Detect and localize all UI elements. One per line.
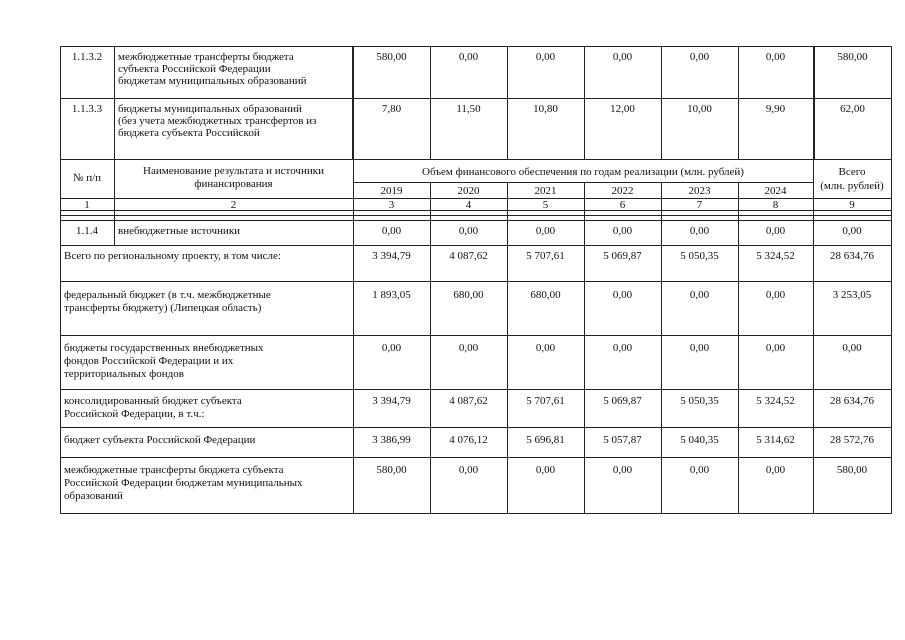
header-total-line: (млн. рублей) <box>820 180 884 192</box>
total-cell: 3 253,05 <box>832 289 872 301</box>
header-number: № п/п <box>72 172 102 184</box>
column-number: 2 <box>230 199 237 211</box>
value-cell: 5 314,62 <box>756 434 795 446</box>
value-cell: 10,80 <box>533 103 558 115</box>
header-volume: Объем финансового обеспечения по годам реализации (млн. рублей) <box>422 166 744 178</box>
total-row-name-line: Всего по региональному проекту, в том числе: <box>64 250 281 262</box>
value-cell: 3 394,79 <box>372 395 411 407</box>
total-row-name-line: трансферты бюджету) (Липецкая область) <box>64 302 262 314</box>
row-name-line: бюджеты муниципальных образований <box>118 103 302 115</box>
column-number: 5 <box>542 199 549 211</box>
value-cell: 0,00 <box>689 51 710 63</box>
value-cell: 0,00 <box>612 51 633 63</box>
value-cell: 4 087,62 <box>449 250 488 262</box>
header-year: 2020 <box>457 185 480 197</box>
value-cell: 3 386,99 <box>372 434 411 446</box>
value-cell: 0,00 <box>535 225 556 237</box>
column-number: 6 <box>619 199 626 211</box>
row-name-line: внебюджетные источники <box>118 225 241 237</box>
value-cell: 0,00 <box>765 342 786 354</box>
row-number: 1.1.4 <box>76 225 98 237</box>
value-cell: 7,80 <box>381 103 402 115</box>
total-cell: 0,00 <box>842 342 862 354</box>
value-cell: 680,00 <box>453 289 484 301</box>
value-cell: 5 040,35 <box>680 434 719 446</box>
total-row-name-line: образований <box>64 490 123 502</box>
value-cell: 0,00 <box>535 51 556 63</box>
value-cell: 5 069,87 <box>603 250 642 262</box>
value-cell: 4 076,12 <box>449 434 488 446</box>
header-name-line: Наименование результата и источники <box>143 165 324 177</box>
total-row-name-line: Российской Федерации, в т.ч.: <box>64 408 205 420</box>
value-cell: 0,00 <box>612 464 633 476</box>
total-cell: 62,00 <box>840 103 865 115</box>
value-cell: 0,00 <box>765 225 786 237</box>
value-cell: 5 324,52 <box>756 250 795 262</box>
value-cell: 5 324,52 <box>756 395 795 407</box>
value-cell: 5 057,87 <box>603 434 642 446</box>
value-cell: 0,00 <box>458 51 479 63</box>
value-cell: 1 893,05 <box>372 289 411 301</box>
value-cell: 11,50 <box>456 103 481 115</box>
value-cell: 0,00 <box>689 464 710 476</box>
column-number: 8 <box>772 199 779 211</box>
row-number: 1.1.3.2 <box>71 51 103 63</box>
total-row-name-line: бюджеты государственных внебюджетных <box>64 342 264 354</box>
header-year: 2019 <box>380 185 403 197</box>
value-cell: 0,00 <box>689 289 710 301</box>
value-cell: 580,00 <box>376 464 407 476</box>
header-year: 2023 <box>688 185 711 197</box>
value-cell: 580,00 <box>376 51 407 63</box>
header-name-line: финансирования <box>194 178 273 190</box>
total-row-name-line: фондов Российской Федерации и их <box>64 355 234 367</box>
total-row-name-line: консолидированный бюджет субъекта <box>64 395 242 407</box>
total-row-name-line: территориальных фондов <box>64 368 184 380</box>
value-cell: 5 069,87 <box>603 395 642 407</box>
value-cell: 5 050,35 <box>680 395 719 407</box>
value-cell: 0,00 <box>765 289 786 301</box>
column-number: 9 <box>849 199 855 211</box>
value-cell: 0,00 <box>458 464 479 476</box>
total-cell: 580,00 <box>836 464 868 476</box>
value-cell: 0,00 <box>535 464 556 476</box>
header-total-line: Всего <box>838 166 866 178</box>
value-cell: 9,90 <box>765 103 786 115</box>
value-cell: 0,00 <box>535 342 556 354</box>
column-number: 4 <box>465 199 472 211</box>
header-year: 2021 <box>534 185 557 197</box>
value-cell: 0,00 <box>381 225 402 237</box>
value-cell: 5 696,81 <box>526 434 565 446</box>
total-row-name-line: Российской Федерации бюджетам муниципальных <box>64 477 303 489</box>
value-cell: 5 707,61 <box>526 395 565 407</box>
header-year: 2024 <box>764 185 787 197</box>
value-cell: 3 394,79 <box>372 250 411 262</box>
column-number: 3 <box>388 199 395 211</box>
value-cell: 0,00 <box>612 289 633 301</box>
value-cell: 0,00 <box>612 342 633 354</box>
total-row-name-line: федеральный бюджет (в т.ч. межбюджетные <box>64 289 271 301</box>
value-cell: 0,00 <box>765 464 786 476</box>
column-number: 1 <box>84 199 90 211</box>
row-name-line: субъекта Российской Федерации <box>118 63 271 75</box>
column-number: 7 <box>696 199 703 211</box>
total-cell: 28 572,76 <box>830 434 874 446</box>
value-cell: 0,00 <box>612 225 633 237</box>
value-cell: 0,00 <box>381 342 402 354</box>
total-cell: 28 634,76 <box>830 250 874 262</box>
value-cell: 0,00 <box>458 225 479 237</box>
value-cell: 0,00 <box>689 342 710 354</box>
value-cell: 12,00 <box>610 103 635 115</box>
row-name-line: бюджета субъекта Российской <box>118 127 260 139</box>
value-cell: 5 050,35 <box>680 250 719 262</box>
total-row-name-line: бюджет субъекта Российской Федерации <box>64 434 256 446</box>
total-cell: 28 634,76 <box>830 395 874 407</box>
total-cell: 0,00 <box>842 225 862 237</box>
value-cell: 5 707,61 <box>526 250 565 262</box>
value-cell: 0,00 <box>689 225 710 237</box>
total-cell: 580,00 <box>837 51 868 63</box>
value-cell: 10,00 <box>687 103 712 115</box>
value-cell: 680,00 <box>530 289 561 301</box>
row-name-line: (без учета межбюджетных трансфертов из <box>118 115 317 127</box>
row-number: 1.1.3.3 <box>71 103 103 115</box>
total-row-name-line: межбюджетные трансферты бюджета субъекта <box>64 464 284 476</box>
value-cell: 0,00 <box>458 342 479 354</box>
header-year: 2022 <box>611 185 634 197</box>
row-name-line: бюджетам муниципальных образований <box>118 75 307 87</box>
value-cell: 0,00 <box>765 51 786 63</box>
row-name-line: межбюджетные трансферты бюджета <box>118 51 294 63</box>
value-cell: 4 087,62 <box>449 395 488 407</box>
